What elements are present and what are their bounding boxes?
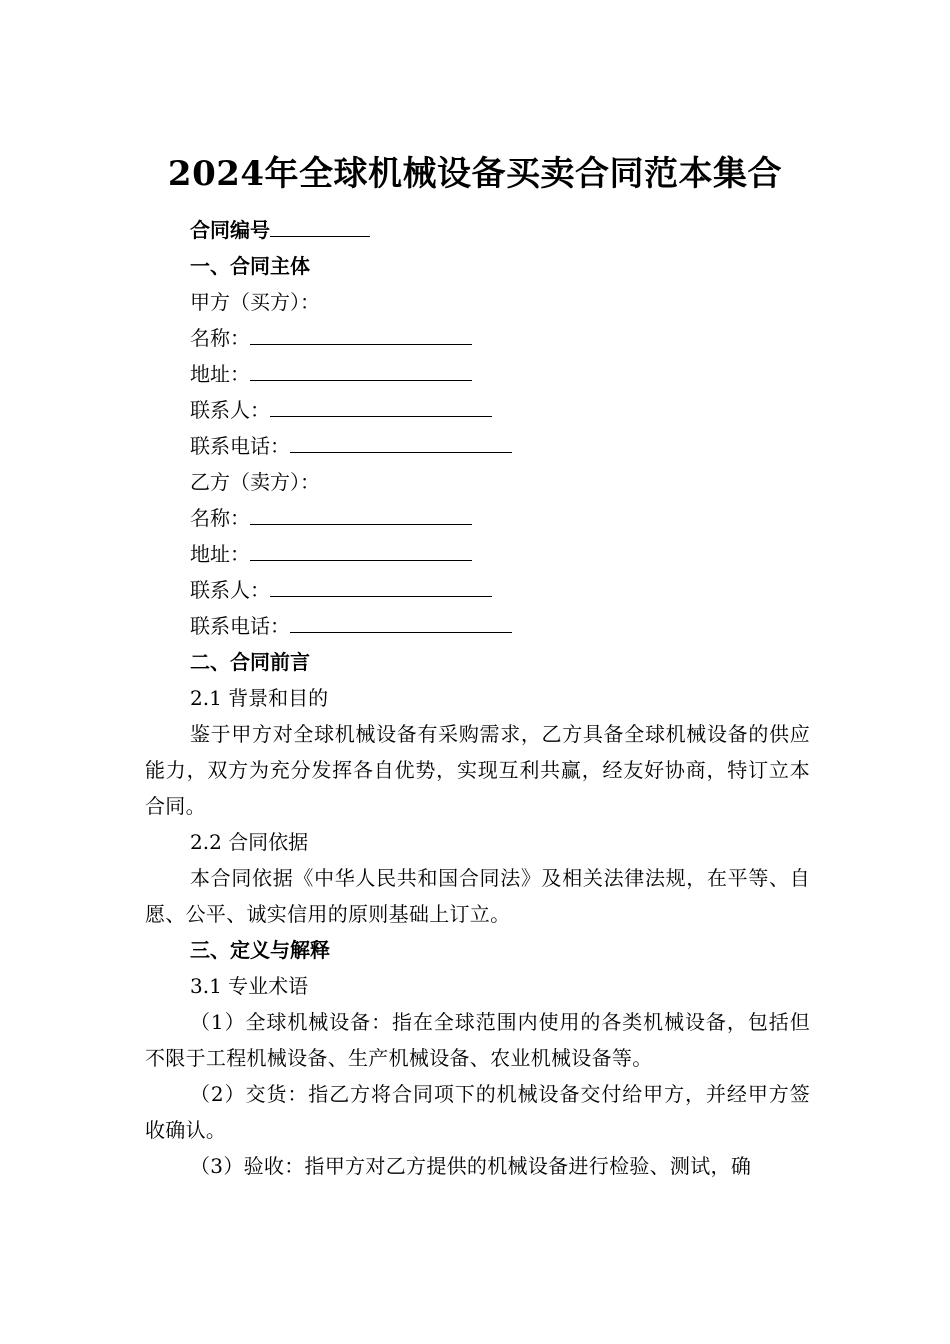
party-b-address-blank[interactable] [250, 538, 472, 561]
party-a-address-blank[interactable] [250, 358, 472, 381]
party-a-label: 甲方（买方）： [190, 290, 320, 314]
section2-2-paragraph: 本合同依据《中华人民共和国合同法》及相关法律法规，在平等、自愿、公平、诚实信用的原则基础上订立。 [145, 866, 810, 926]
contract-number-line [145, 212, 810, 248]
party-b-address-line [145, 536, 810, 572]
phone-label: 联系电话： [190, 434, 290, 458]
party-b-contact-line [145, 572, 810, 608]
party-b-name-blank[interactable] [250, 502, 472, 525]
party-b-label: 乙方（卖方）： [190, 470, 320, 494]
phone-label: 联系电话： [190, 614, 290, 638]
name-label: 名称： [190, 326, 250, 350]
section2-heading: 二、合同前言 [190, 650, 310, 674]
party-b-phone-blank[interactable] [290, 610, 512, 633]
party-a-phone-blank[interactable] [290, 430, 512, 453]
section3-heading: 三、定义与解释 [190, 938, 330, 962]
party-a-address-line [145, 356, 810, 392]
party-a-name-blank[interactable] [250, 322, 472, 345]
contract-number-label: 合同编号 [190, 218, 270, 242]
contact-label: 联系人： [190, 578, 270, 602]
party-b-name-line [145, 500, 810, 536]
definition-item-3: （3）验收：指甲方对乙方提供的机械设备进行检验、测试，确 [190, 1154, 752, 1178]
name-label: 名称： [190, 506, 250, 530]
party-a-phone-line [145, 428, 810, 464]
address-label: 地址： [190, 542, 250, 566]
section2-1-title: 2.1 背景和目的 [190, 686, 329, 710]
party-b-contact-blank[interactable] [270, 574, 492, 597]
contract-number-blank[interactable] [270, 214, 370, 237]
contact-label: 联系人： [190, 398, 270, 422]
party-b-phone-line [145, 608, 810, 644]
document-body [145, 212, 810, 1184]
definition-item-2: （2）交货：指乙方将合同项下的机械设备交付给甲方，并经甲方签收确认。 [145, 1082, 810, 1142]
definition-item-1: （1）全球机械设备：指在全球范围内使用的各类机械设备，包括但不限于工程机械设备、生产机械设备、农业机械设备等。 [145, 1010, 810, 1070]
party-a-contact-line [145, 392, 810, 428]
party-a-name-line [145, 320, 810, 356]
section2-2-title: 2.2 合同依据 [190, 830, 309, 854]
party-a-contact-blank[interactable] [270, 394, 492, 417]
address-label: 地址： [190, 362, 250, 386]
section3-1-title: 3.1 专业术语 [190, 974, 309, 998]
section1-heading: 一、合同主体 [190, 254, 310, 278]
section2-1-paragraph: 鉴于甲方对全球机械设备有采购需求，乙方具备全球机械设备的供应能力，双方为充分发挥各自优势，实现互利共赢，经友好协商，特订立本合同。 [145, 722, 810, 818]
document-title: 2024年全球机械设备买卖合同范本集合 [167, 154, 783, 194]
